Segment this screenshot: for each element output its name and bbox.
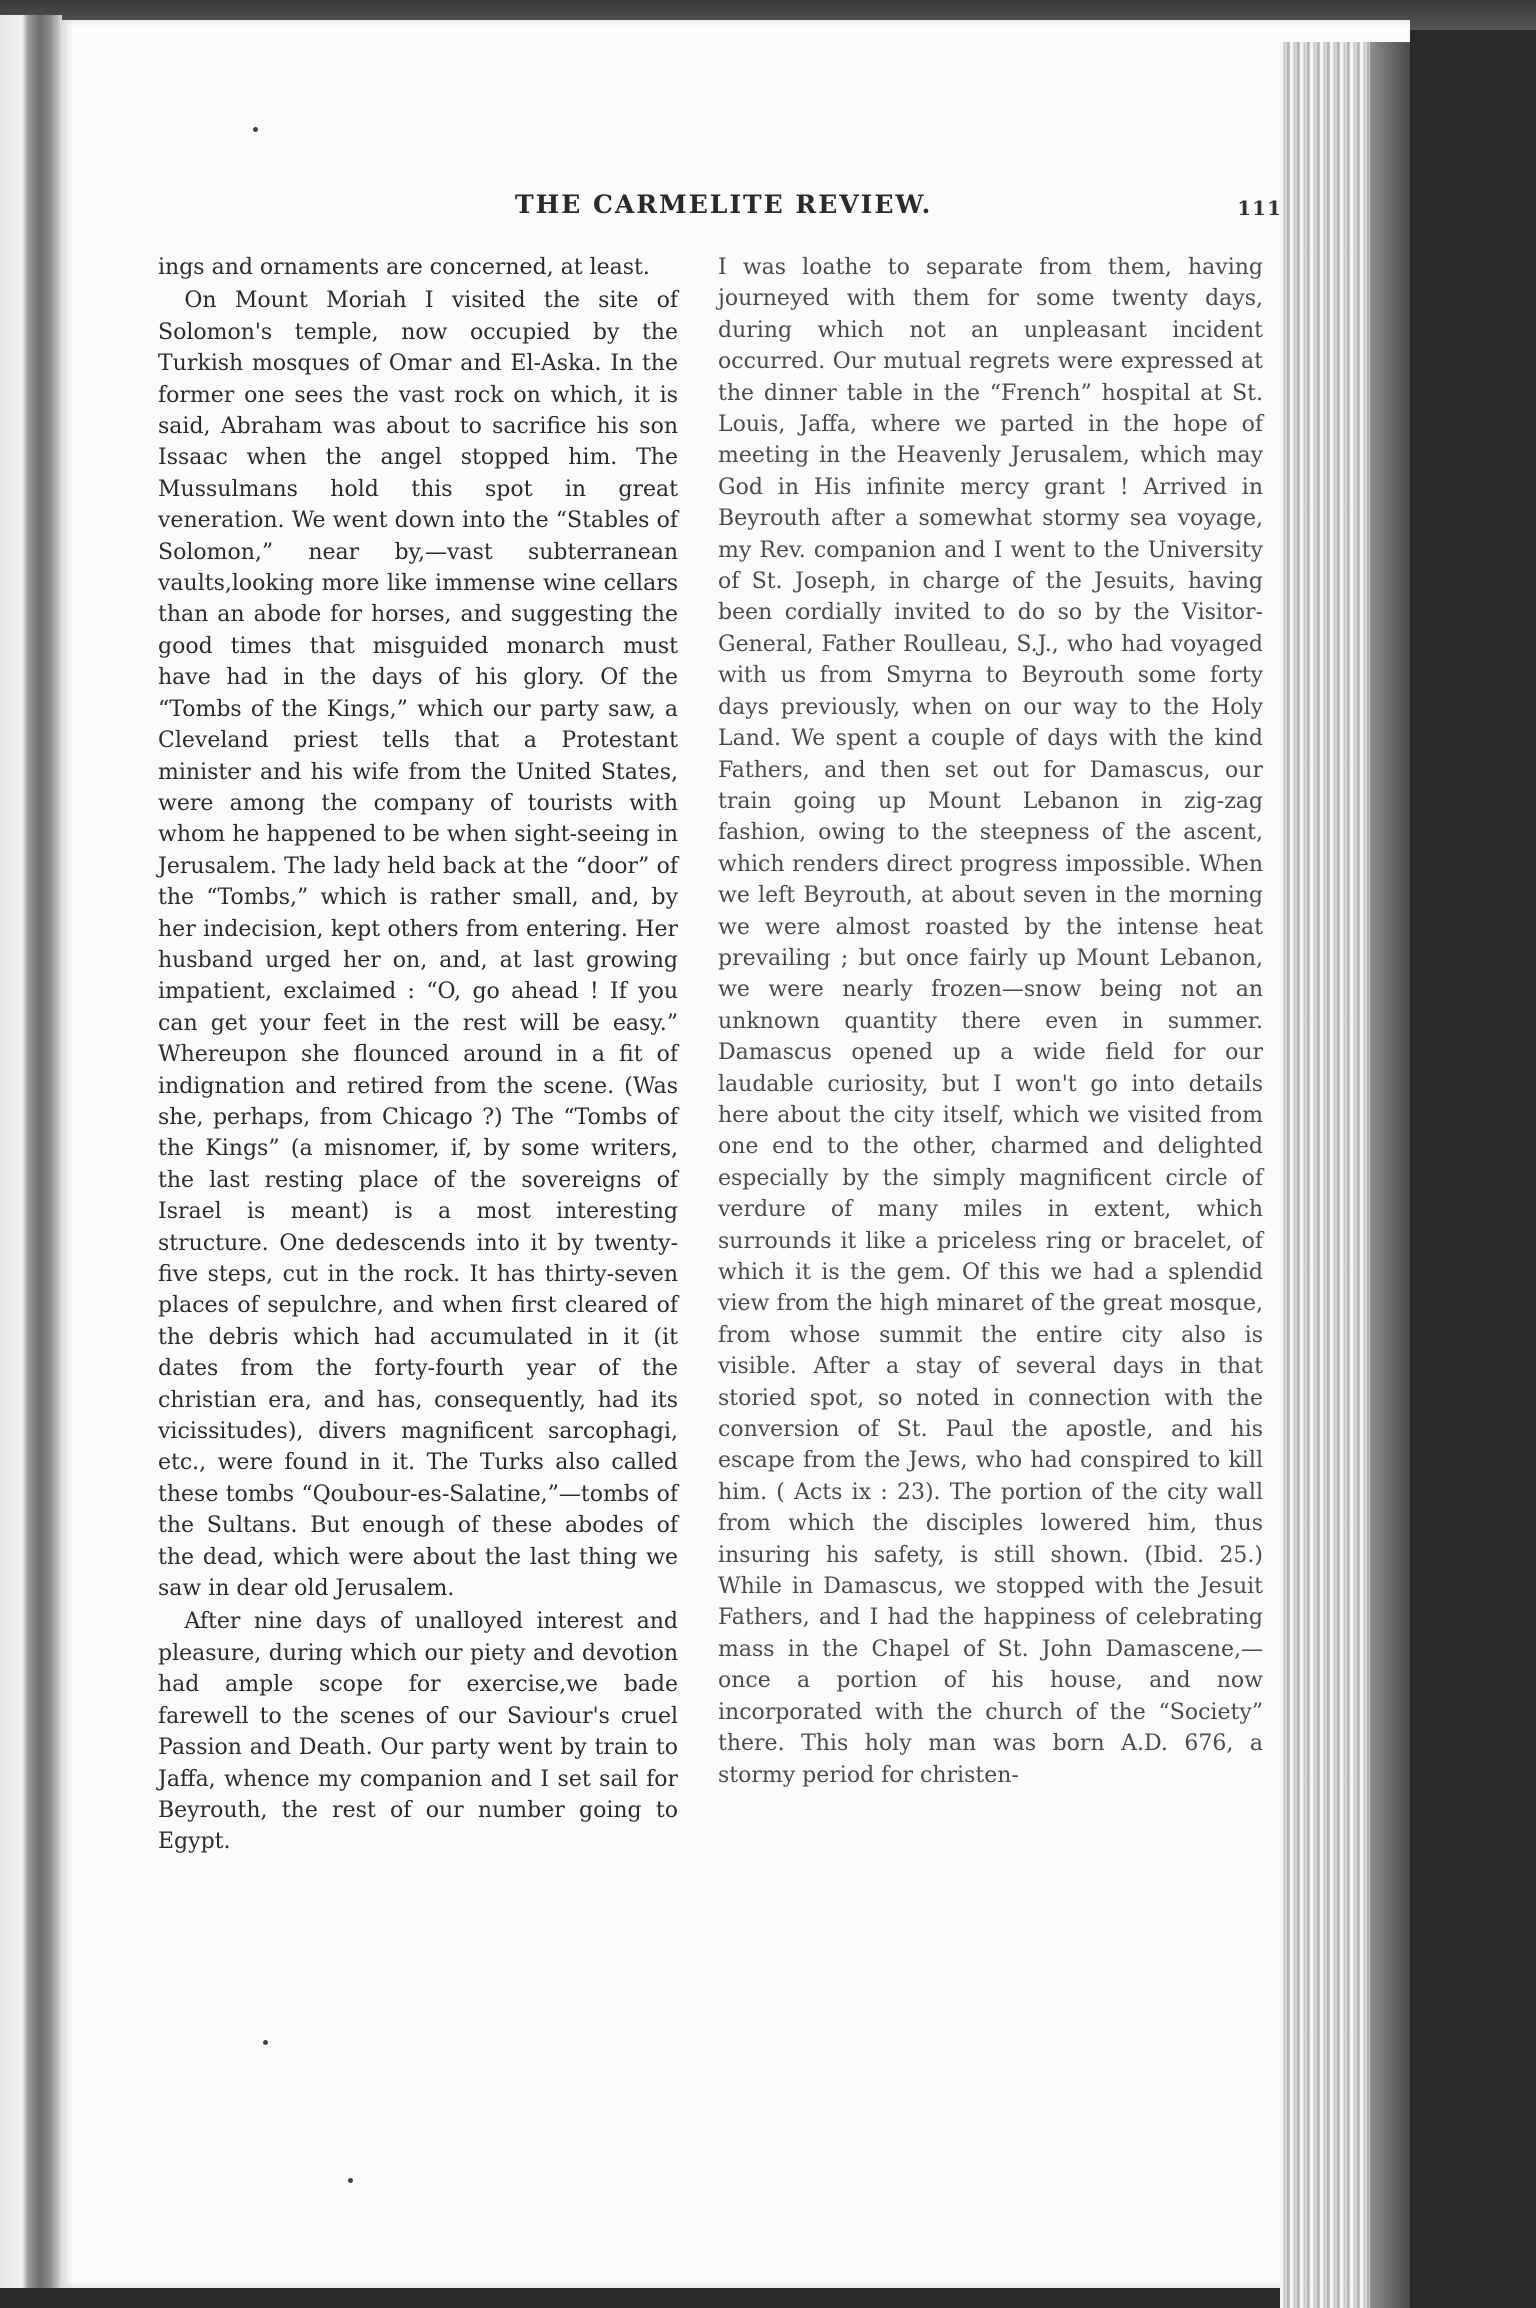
scan-speck: [348, 2178, 353, 2183]
scan-speck: [263, 2040, 268, 2045]
running-title: THE CARMELITE REVIEW.: [515, 190, 933, 219]
paragraph: On Mount Moriah I visited the site of Solomon's temple, now occupied by the Turkish mosques of Omar and El-Aska. In the former one sees the vast rock on which, it is said, Abraham was about to sacrifice his son Issaac when the angel stopped him. The Mussulmans hold this spot in great veneration. We went down into the “Stables of Solomon,” near by,—vast subterranean vaults,looking more like immense wine cellars than an abode for horses, and suggesting the good times that misguided monarch must have had in the days of his glory. Of the “Tombs of the Kings,” which our party saw, a Cleveland priest tells that a Protestant minister and his wife from the United States, were among the company of tourists with whom he happened to be when sight-seeing in Jerusalem. The lady held back at the “door” of the “Tombs,” which is rather small, and, by her indecision, kept others from entering. Her husband urged her on, and, at last growing impatient, exclaimed : “O, go ahead ! If you can get your feet in the rest will be easy.” Whereupon she flounced around in a fit of indignation and retired from the scene. (Was she, perhaps, from Chicago ?) The “Tombs of the Kings” (a misnomer, if, by some writers, the last resting place of the sovereigns of Israel is meant) is a most interesting structure. One dedescends into it by twenty-five steps, cut in the rock. It has thirty-seven places of sepulchre, and when first cleared of the debris which had accumulated in it (it dates from the forty-fourth year of the christian era, and has, consequently, had its vicissitudes), divers magnificent sarcophagi, etc., were found in it. The Turks also called these tombs “Qoubour-es-Salatine,”—tombs of the Sultans. But enough of these abodes of the dead, which were about the last thing we saw in dear old Jerusalem.: [158, 288, 678, 1602]
paragraph: ings and ornaments are concerned, at least.: [158, 255, 650, 280]
page-number: 111: [1237, 196, 1282, 220]
text-column-right: [718, 252, 1263, 1791]
page-header: [160, 190, 1290, 230]
text-column-left: [158, 252, 678, 1858]
page-edges-stack: [1280, 42, 1410, 2308]
scan-speck: [253, 127, 258, 132]
paragraph: I was loathe to separate from them, having journeyed with them for some twenty days, during which not an unpleasant incident occurred. Our mutual regrets were expressed at the dinner table in the “French” hospital at St. Louis, Jaffa, where we parted in the hope of meeting in the Heavenly Jerusalem, which may God in His infinite mercy grant ! Arrived in Beyrouth after a somewhat stormy sea voyage, my Rev. companion and I went to the University of St. Joseph, in charge of the Jesuits, having been cordially invited to do so by the Visitor-General, Father Roulleau, S.J., who had voyaged with us from Smyrna to Beyrouth some forty days previously, when on our way to the Holy Land. We spent a couple of days with the kind Fathers, and then set out for Damascus, our train going up Mount Lebanon in zig-zag fashion, owing to the steepness of the ascent, which renders direct progress impossible. When we left Beyrouth, at about seven in the morning we were almost roasted by the intense heat prevailing ; but once fairly up Mount Lebanon, we were nearly frozen—snow being not an unknown quantity there even in summer. Damascus opened up a wide field for our laudable curiosity, but I won't go into details here about the city itself, which we visited from one end to the other, charmed and delighted especially by the simply magnificent circle of verdure of many miles in extent, which surrounds it like a priceless ring or bracelet, of which it is the gem. Of this we had a splendid view from the high minaret of the great mosque, from whose summit the entire city also is visible. After a stay of several days in that storied spot, so noted in connection with the conversion of St. Paul the apostle, and his escape from the Jews, who had conspired to kill him. ( Acts ix : 23). The portion of the city wall from which the disciples lowered him, thus insuring his safety, is still shown. (Ibid. 25.) While in Damascus, we stopped with the Jesuit Fathers, and I had the happiness of celebrating mass in the Chapel of St. John Damascene,—once a portion of his house, and now incorporated with the church of the “Society” there. This holy man was born A.D. 676, a stormy period for christen-: [718, 255, 1263, 1788]
book-spine-edge: [0, 15, 62, 2288]
paragraph: After nine days of unalloyed interest and pleasure, during which our piety and devotion had ample scope for exercise,we bade farewell to the scenes of our Saviour's cruel Passion and Death. Our party went by train to Jaffa, whence my companion and I set sail for Beyrouth, the rest of our number going to Egypt.: [158, 1609, 678, 1855]
